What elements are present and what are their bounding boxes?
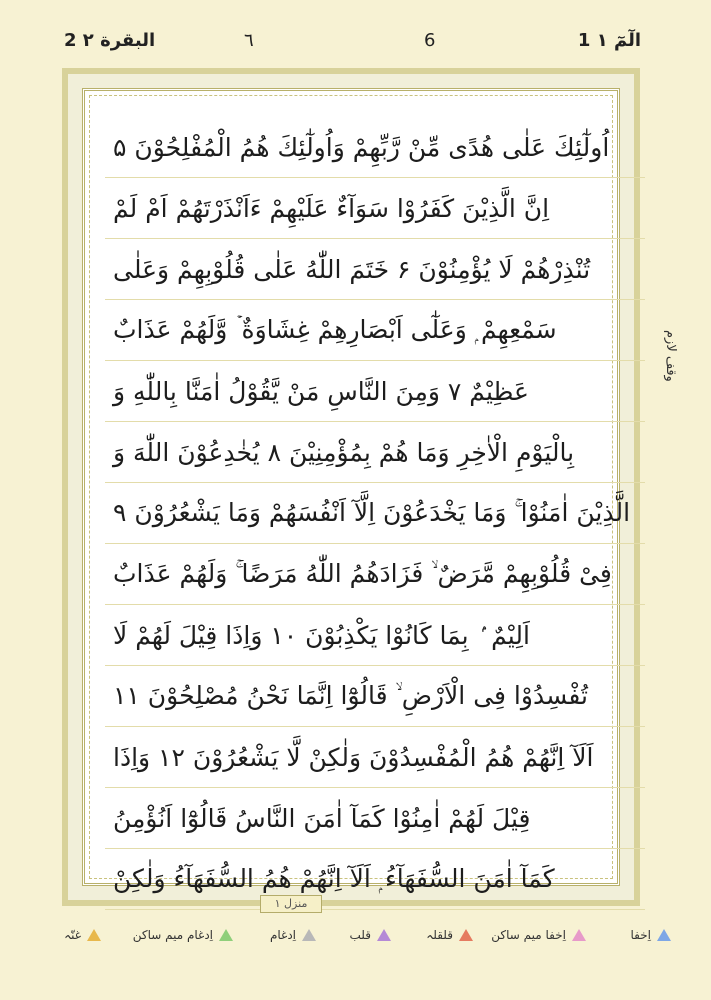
- verse-line-11: اَلَآ اِنَّهُمْ هُمُ الْمُفْسِدُوْنَ وَلٰكِنْ لَّا يَشْعُرُوْنَ ۱۲ وَاِذَا: [105, 727, 645, 788]
- surah-name: 2 البقرة ٢: [64, 30, 156, 51]
- triangle-icon: [302, 929, 316, 941]
- legend-item: [426, 928, 473, 942]
- legend-item: [133, 928, 233, 942]
- text-panel: [82, 88, 631, 893]
- legend-label: غنّہ: [64, 928, 81, 942]
- legend-label: اِدغام: [269, 928, 296, 942]
- legend-item: [631, 928, 671, 942]
- triangle-icon: [657, 929, 671, 941]
- legend-item: [64, 928, 101, 942]
- juz-name: 1 الٓمٓ ١: [577, 30, 641, 51]
- verse-line-8: فِىْ قُلُوْبِهِمْ مَّرَضٌ ۙ فَزَادَهُمُ اللّٰهُ مَرَضًا ۚ وَلَهُمْ عَذَابٌ: [105, 544, 645, 605]
- verse-line-7: الَّذِيْنَ اٰمَنُوْا ۚ وَمَا يَخْدَعُوْنَ اِلَّآ اَنْفُسَهُمْ وَمَا يَشْعُرُوْنَ ۹: [105, 483, 645, 544]
- legend-label: اِدغام میم ساکن: [132, 928, 213, 942]
- manzil-label: منزل ١: [260, 895, 322, 913]
- verse-line-13: كَمَآ اٰمَنَ السُّفَهَآءُ ۭ اَلَآ اِنَّهُمْ هُمُ السُّفَهَآءُ وَلٰكِنْ: [105, 849, 645, 910]
- legend-item: [491, 928, 586, 942]
- verse-lines: [105, 117, 645, 910]
- verse-line-1: اُولٰٓئِكَ عَلٰى هُدًى مِّنْ رَّبِّهِمْ وَاُولٰٓئِكَ هُمُ الْمُفْلِحُوْنَ ۵: [105, 117, 645, 178]
- legend-label: اِخفا: [630, 928, 651, 942]
- triangle-icon: [87, 929, 101, 941]
- triangle-icon: [572, 929, 586, 941]
- triangle-icon: [459, 929, 473, 941]
- side-note: وقف لازم: [663, 330, 678, 382]
- triangle-icon: [219, 929, 233, 941]
- tajweed-legend: [0, 928, 711, 958]
- legend-item: [350, 928, 392, 942]
- legend-label: قلب: [349, 928, 371, 942]
- legend-label: اِخفا میم ساکن: [491, 928, 566, 942]
- verse-line-9: اَلِيْمٌ ۢ بِمَا كَانُوْا يَكْذِبُوْنَ ۱۰ وَاِذَا قِيْلَ لَهُمْ لَا: [105, 605, 645, 666]
- verse-line-6: بِالْيَوْمِ الْاٰخِرِ وَمَا هُمْ بِمُؤْمِنِيْنَ ۸ يُخٰدِعُوْنَ اللّٰهَ وَ: [105, 422, 645, 483]
- verse-line-5: عَظِيْمٌ ۷ وَمِنَ النَّاسِ مَنْ يَّقُوْلُ اٰمَنَّا بِاللّٰهِ وَ: [105, 361, 645, 422]
- legend-label: قلقلہ: [426, 928, 453, 942]
- page-number-arabic: ٦: [244, 30, 254, 51]
- page-number: 6: [424, 30, 436, 51]
- page-header: [0, 22, 711, 58]
- triangle-icon: [377, 929, 391, 941]
- verse-line-4: سَمْعِهِمْ ۭ وَعَلٰٓى اَبْصَارِهِمْ غِشَاوَةٌ ۡ وَّلَهُمْ عَذَابٌ: [105, 300, 645, 361]
- verse-line-2: اِنَّ الَّذِيْنَ كَفَرُوْا سَوَآءٌ عَلَيْهِمْ ءَاَنْذَرْتَهُمْ اَمْ لَمْ: [105, 178, 645, 239]
- verse-line-12: قِيْلَ لَهُمْ اٰمِنُوْا كَمَآ اٰمَنَ النَّاسُ قَالُوْٓا اَنُؤْمِنُ: [105, 788, 645, 849]
- page-frame: [62, 68, 640, 906]
- verse-line-10: تُفْسِدُوْا فِى الْاَرْضِ ۙ قَالُوْٓا اِنَّمَا نَحْنُ مُصْلِحُوْنَ ۱۱: [105, 666, 645, 727]
- verse-line-3: تُنْذِرْهُمْ لَا يُؤْمِنُوْنَ ۶ خَتَمَ اللّٰهُ عَلٰى قُلُوْبِهِمْ وَعَلٰى: [105, 239, 645, 300]
- legend-item: [270, 928, 316, 942]
